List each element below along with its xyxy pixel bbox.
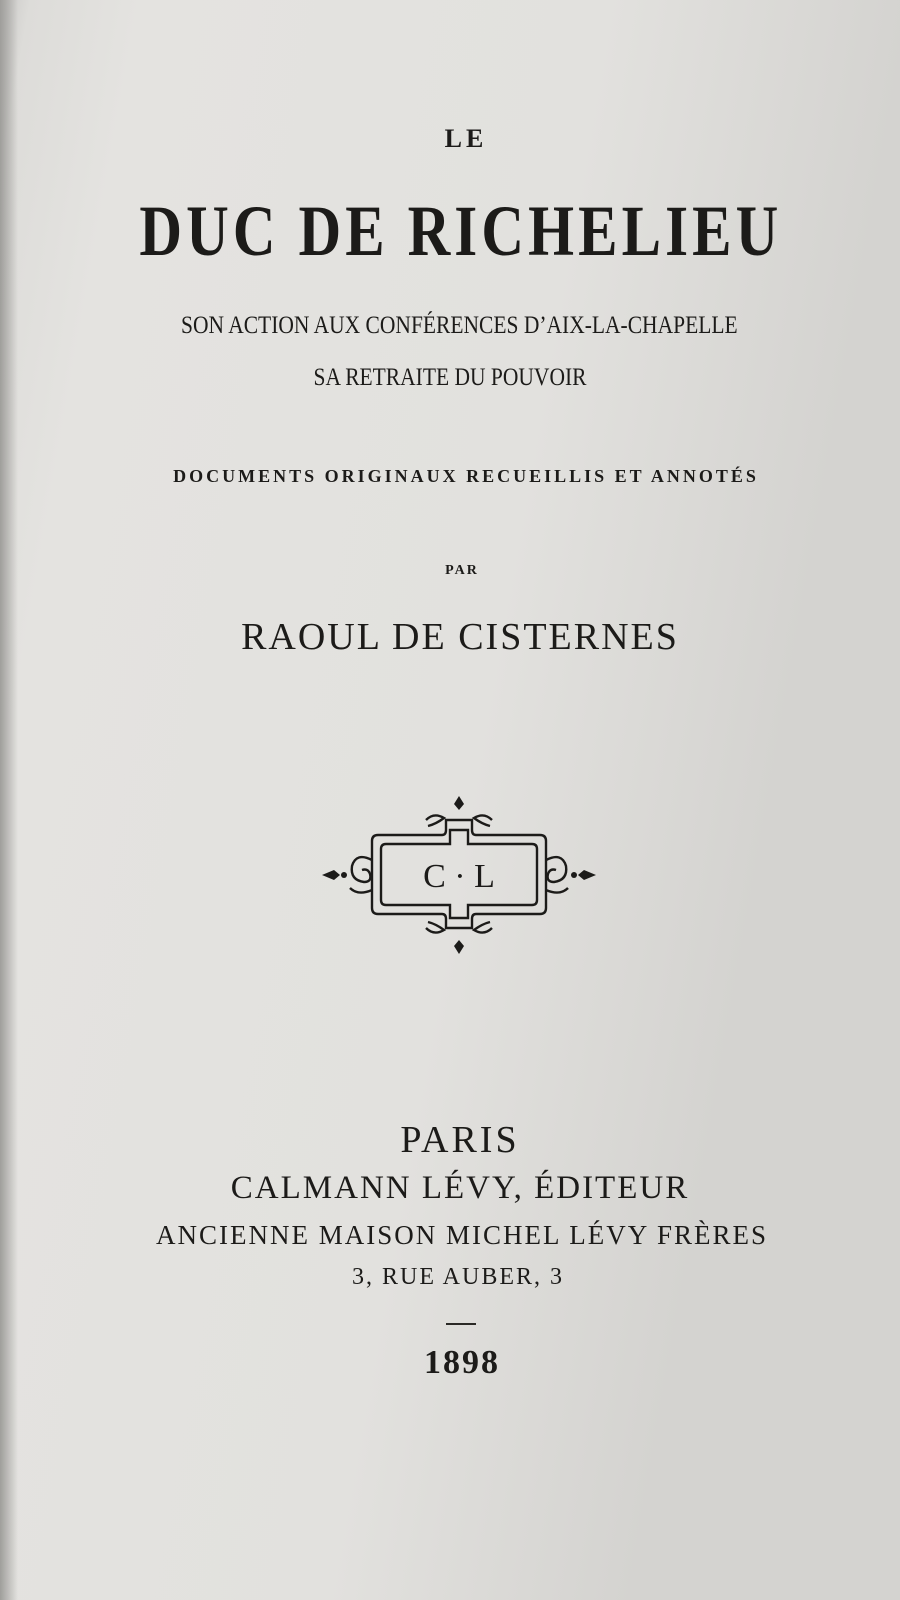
imprint-address: 3, RUE AUBER, 3 — [351, 1264, 564, 1290]
monogram: C · L — [423, 858, 495, 895]
description-line: DOCUMENTS ORIGINAUX RECUEILLIS ET ANNOTÉS — [173, 466, 759, 486]
book-title: DUC DE RICHELIEU — [139, 191, 783, 271]
author-name: RAOUL DE CISTERNES — [241, 616, 679, 658]
imprint-house: ANCIENNE MAISON MICHEL LÉVY FRÈRES — [156, 1220, 768, 1250]
publisher-mark-cartouche-icon — [318, 790, 600, 960]
subtitle-line-1: SON ACTION AUX CONFÉRENCES D’AIX-LA-CHAPELLE — [180, 312, 738, 339]
title-article: LE — [444, 124, 488, 153]
imprint-city: PARIS — [400, 1119, 520, 1161]
by-line: PAR — [445, 563, 479, 578]
publication-year: 1898 — [424, 1344, 500, 1381]
separator-rule — [446, 1323, 476, 1325]
imprint-publisher: CALMANN LÉVY, ÉDITEUR — [230, 1170, 690, 1206]
subtitle-line-2: SA RETRAITE DU POUVOIR — [313, 364, 587, 391]
